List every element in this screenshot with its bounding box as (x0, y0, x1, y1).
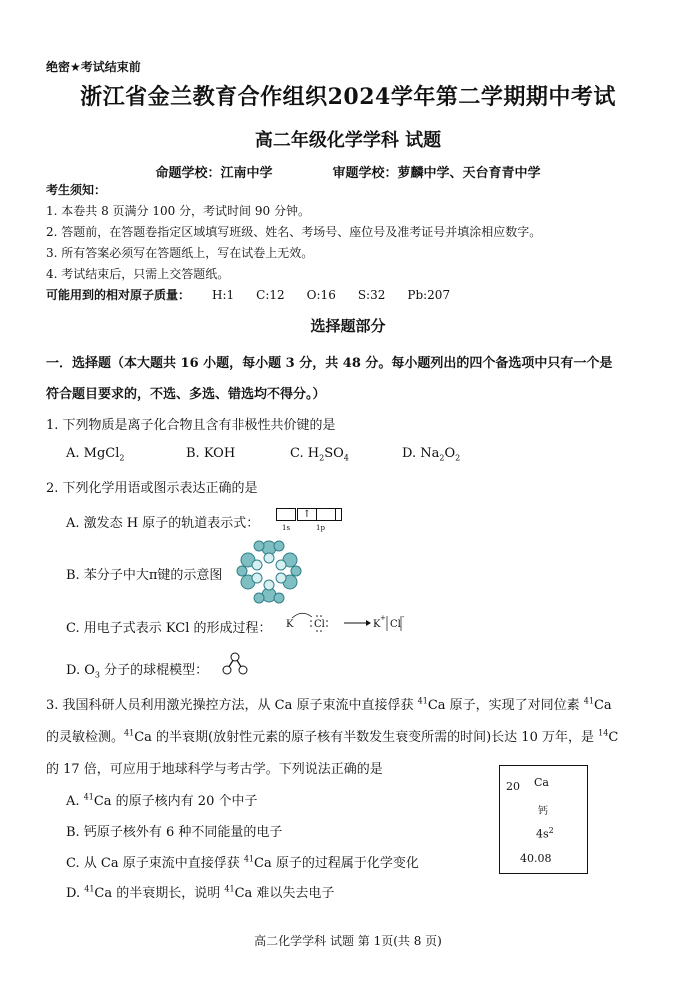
q2-option-d: D. $O_3$ 分子的球棍模型： (66, 663, 209, 680)
atomic-mass: 40.08 (520, 852, 552, 865)
q3-option-c: C. 从 Ca 原子束流中直接俘获 $^{41}$Ca 原子的过程属于化学变化 (66, 854, 419, 871)
q2-option-c: C. 用电子式表示 KCl 的形成过程： (66, 621, 272, 636)
orbital-2p-box (335, 508, 342, 521)
part-heading (46, 352, 612, 371)
q3-stem-line2: 的灵敏检测。$^{41}$Ca 的半衰期(放射性元素的原子核有半数发生衰变所需的时间)长达 10 万年，是 $^{14}$C (46, 728, 619, 745)
orbital-1s-box (276, 508, 296, 521)
confidential-label: 绝密★考试结束前 (46, 60, 141, 74)
part-title: 一．选择题 (46, 356, 112, 371)
electron-config: $4s^2$ (536, 826, 554, 841)
notice-heading: 考生须知： (46, 183, 107, 197)
kcl-plus-charge: + (380, 614, 386, 622)
orbital-label: 1p (316, 524, 325, 532)
kcl-cl-atom: Cl (314, 619, 325, 630)
kcl-minus-charge: - (402, 613, 405, 621)
notice-item: 2. 答题前，在答题卷指定区域填写班级、姓名、考场号、座位号及准考证号并填涂相应数字。 (46, 225, 542, 239)
section-title: 选择题部分 (310, 317, 386, 335)
exam-subtitle: 高二年级化学学科 试题 (254, 130, 442, 151)
kcl-cl-ion: Cl (390, 619, 401, 630)
q1-stem: 1. 下列物质是离子化合物且含有非极性共价键的是 (46, 418, 336, 433)
orbital-2p-box: ↑ (297, 508, 317, 521)
q1-option-d: D. $Na_2O_2$ (402, 446, 461, 463)
atomic-masses (46, 286, 450, 303)
periodic-table-cell (499, 765, 588, 874)
school-info (0, 162, 696, 181)
benzene-pi-bond-image (236, 538, 302, 606)
proposer-school: 命题学校：江南中学 (155, 166, 273, 181)
mass-value: C:12 (256, 288, 285, 302)
q2-option-b: B. 苯分子中大π键的示意图 (66, 568, 223, 583)
q3-option-a: A. $^{41}$Ca 的原子核内有 20 个中子 (66, 792, 258, 809)
q2-option-a: A. 激发态 H 原子的轨道表示式： (66, 516, 260, 531)
mass-value: Pb:207 (407, 288, 451, 302)
q1-option-a: A. MgCl$_2$ (66, 446, 125, 463)
q1-option-b: B. KOH (186, 446, 236, 461)
orbital-label: 1s (282, 524, 291, 532)
mass-value: O:16 (306, 288, 336, 302)
element-name: 钙 (538, 806, 548, 817)
notice-item: 4. 考试结束后，只需上交答题纸。 (46, 267, 230, 281)
kcl-k-atom: K (286, 619, 294, 630)
orbital-2p-box (316, 508, 336, 521)
q3-option-b: B. 钙原子核外有 6 种不同能量的电子 (66, 825, 283, 840)
part-desc-line2: 符合题目要求的，不选、多选、错选均不得分。） (46, 387, 326, 402)
ozone-ball-stick-model (222, 652, 248, 676)
mass-value: H:1 (212, 288, 235, 302)
q3-option-d: D. $^{41}$Ca 的半衰期长，说明 $^{41}$Ca 难以失去电子 (66, 884, 335, 901)
kcl-k-ion: K (373, 619, 381, 630)
q3-stem-line1: 3. 我国科研人员利用激光操控方法，从 Ca 原子束流中直接俘获 $^{41}$Ca 原子，实现了对同位素 $^{41}$Ca (46, 696, 612, 713)
q3-stem-line3: 的 17 倍，可应用于地球科学与考古学。下列说法正确的是 (46, 762, 383, 777)
element-symbol: Ca (534, 776, 549, 789)
atomic-number: 20 (506, 780, 520, 793)
exam-title: 浙江省金兰教育合作组织2024学年第二学期期中考试 (80, 84, 616, 110)
mass-label: 可能用到的相对原子质量： (46, 288, 191, 302)
notice-item: 3. 所有答案必须写在答题纸上，写在试卷上无效。 (46, 246, 314, 260)
q2-stem: 2. 下列化学用语或图示表达正确的是 (46, 481, 258, 496)
mass-value: S:32 (357, 288, 386, 302)
page-footer: 高二化学学科 试题 第 1页(共 8 页) (254, 934, 442, 948)
part-desc: （本大题共 16 小题，每小题 3 分，共 48 分。每小题列出的四个备选项中只有一个是 (111, 356, 613, 371)
q1-option-c: C. $H_2SO_4$ (290, 446, 349, 463)
reviewer-school: 审题学校：萝麟中学、天台育青中学 (332, 166, 541, 181)
notice-item: 1. 本卷共 8 页满分 100 分，考试时间 90 分钟。 (46, 204, 310, 218)
